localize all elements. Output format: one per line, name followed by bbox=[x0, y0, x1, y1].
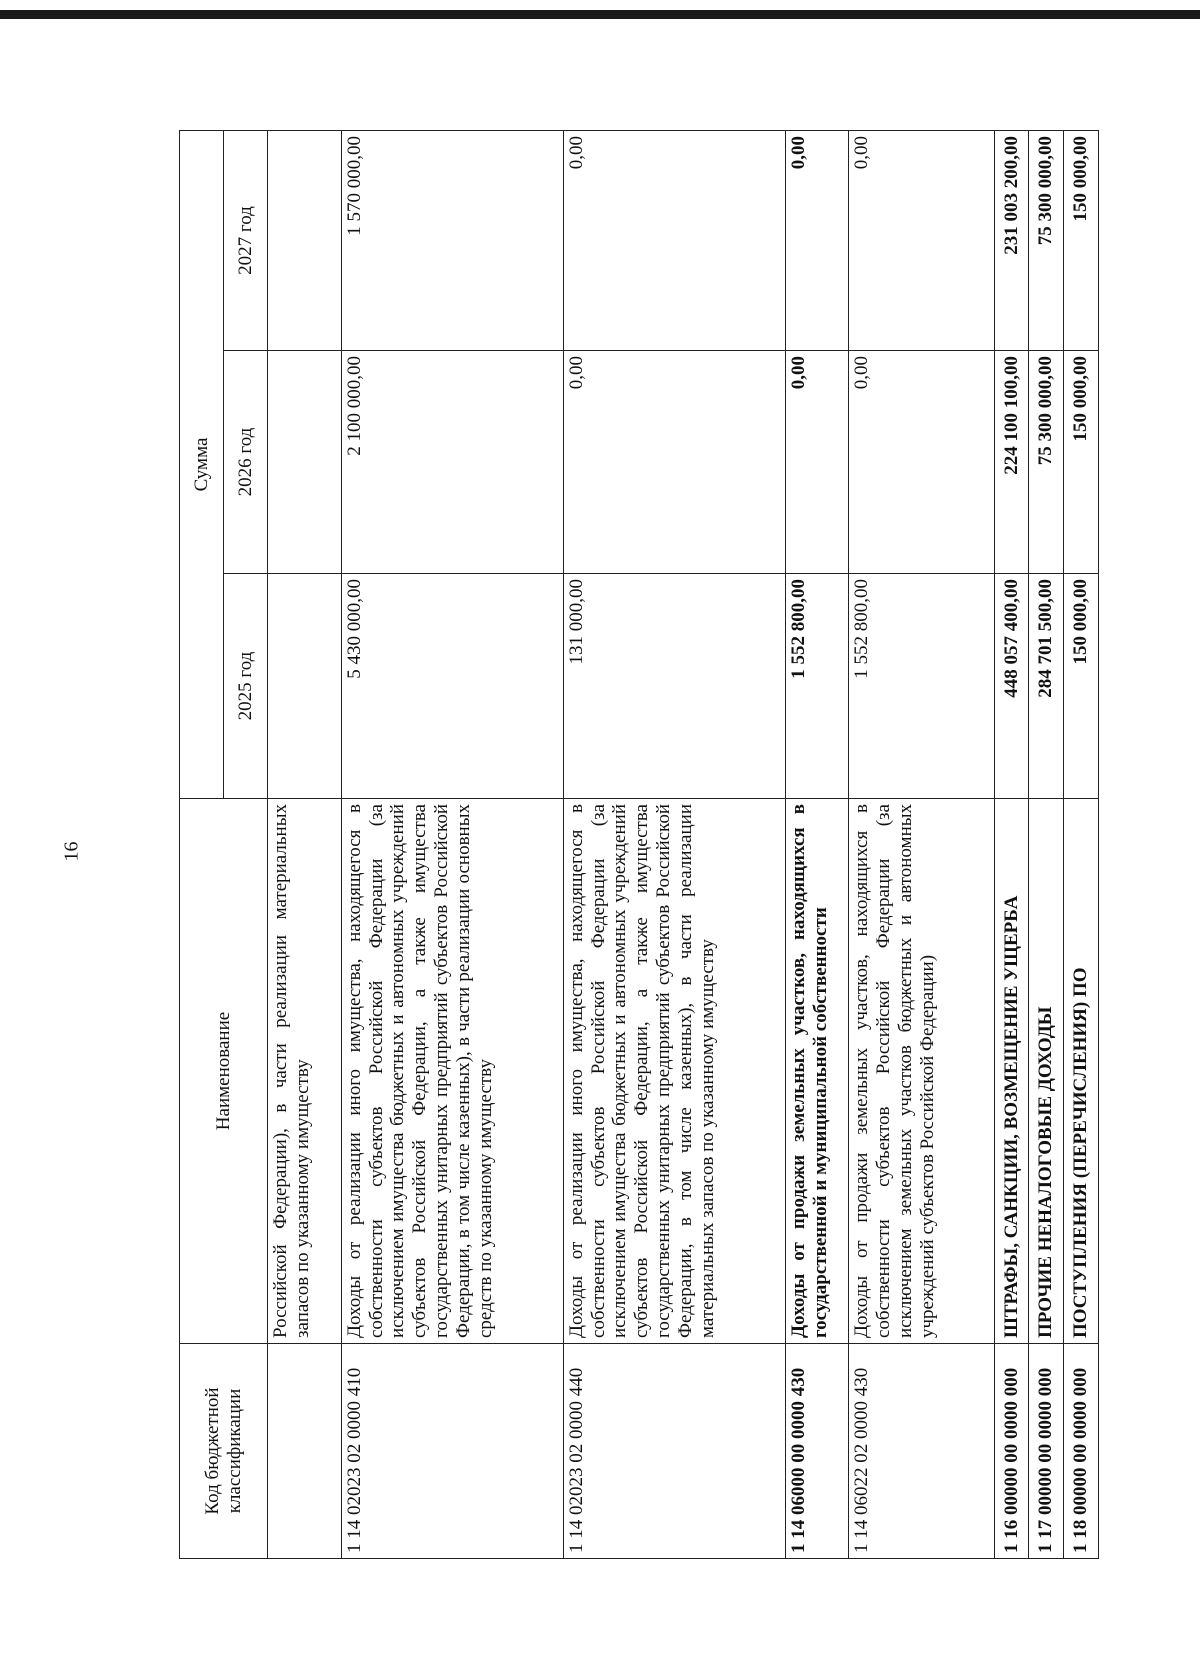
header-year-2025: 2025 год bbox=[224, 574, 268, 799]
row-value-2027: 0,00 bbox=[785, 130, 848, 350]
row-name: Доходы от реализации иного имущества, находящегося в собственности субъектов Российской Федерации (за исключением имущества бюджетных и автономных учреждений субъектов Российской Федерации, а также имущества государственных унитарных предприятий субъектов Российской Федерации, в том числе казенных), в части реализации материальных запасов по указанному имуществу bbox=[563, 799, 785, 1344]
row-value-2027: 75 300 000,00 bbox=[1029, 130, 1064, 350]
row-value-2027: 231 003 200,00 bbox=[994, 130, 1029, 350]
row-code: 1 14 06022 02 0000 430 bbox=[849, 1344, 994, 1559]
row-value-2026: 75 300 000,00 bbox=[1029, 351, 1064, 574]
row-value-2027: 150 000,00 bbox=[1064, 130, 1099, 350]
row-value-2025: 131 000,00 bbox=[563, 574, 785, 799]
row-value-2026: 150 000,00 bbox=[1064, 351, 1099, 574]
row-name: ШТРАФЫ, САНКЦИИ, ВОЗМЕЩЕНИЕ УЩЕРБА bbox=[994, 799, 1029, 1344]
table-row bbox=[341, 130, 563, 1558]
row-code: 1 14 02023 02 0000 410 bbox=[341, 1344, 563, 1559]
row-name: ПОСТУПЛЕНИЯ (ПЕРЕЧИСЛЕНИЯ) ПО bbox=[1064, 799, 1099, 1344]
row-value-2025: 284 701 500,00 bbox=[1029, 574, 1064, 799]
row-code bbox=[268, 1344, 342, 1559]
table-row bbox=[268, 130, 342, 1558]
row-value-2025: 448 057 400,00 bbox=[994, 574, 1029, 799]
header-year-2027: 2027 год bbox=[224, 130, 268, 350]
budget-table bbox=[179, 130, 1099, 1559]
row-value-2025: 150 000,00 bbox=[1064, 574, 1099, 799]
row-value-2025: 5 430 000,00 bbox=[341, 574, 563, 799]
header-name: Наименование bbox=[180, 799, 268, 1344]
row-name: Российской Федерации), в части реализации материальных запасов по указанному имуществу bbox=[268, 799, 342, 1344]
page-number: 16 bbox=[60, 841, 83, 862]
table-row bbox=[785, 130, 848, 1558]
row-value-2026: 0,00 bbox=[785, 351, 848, 574]
header-year-2026: 2026 год bbox=[224, 351, 268, 574]
rotated-table-inner bbox=[179, 131, 1099, 1559]
row-name: Доходы от реализации иного имущества, находящегося в собственности субъектов Российской Федерации (за исключением имущества бюджетных и автономных учреждений субъектов Российской Федерации, а также имущества государственных унитарных предприятий субъектов Российской Федерации, в том числе казенных), в части реализации основных средств по указанному имуществу bbox=[341, 799, 563, 1344]
row-name: Доходы от продажи земельных участков, находящихся в собственности субъектов Российской Федерации (за исключением земельных участков бюджетных и автономных учреждений субъектов Российской Федерации) bbox=[849, 799, 994, 1344]
row-value-2026 bbox=[268, 351, 342, 574]
table-row bbox=[994, 130, 1029, 1558]
row-code: 1 16 00000 00 0000 000 bbox=[994, 1344, 1029, 1559]
table-row bbox=[849, 130, 994, 1558]
row-code: 1 18 00000 00 0000 000 bbox=[1064, 1344, 1099, 1559]
row-code: 1 14 02023 02 0000 440 bbox=[563, 1344, 785, 1559]
table-row bbox=[1064, 130, 1099, 1558]
row-code: 1 14 06000 00 0000 430 bbox=[785, 1344, 848, 1559]
row-value-2026: 224 100 100,00 bbox=[994, 351, 1029, 574]
row-name: Доходы от продажи земельных участков, находящихся в государственной и муниципальной собственности bbox=[785, 799, 848, 1344]
header-sum: Сумма bbox=[180, 130, 224, 798]
row-name: ПРОЧИЕ НЕНАЛОГОВЫЕ ДОХОДЫ bbox=[1029, 799, 1064, 1344]
rotated-table-container bbox=[179, 131, 1200, 1553]
scan-edge-bar bbox=[0, 10, 1200, 19]
row-value-2026: 0,00 bbox=[849, 351, 994, 574]
row-value-2027: 1 570 000,00 bbox=[341, 130, 563, 350]
row-value-2026: 2 100 000,00 bbox=[341, 351, 563, 574]
row-value-2025 bbox=[268, 574, 342, 799]
row-value-2025: 1 552 800,00 bbox=[849, 574, 994, 799]
table-row bbox=[1029, 130, 1064, 1558]
row-value-2027: 0,00 bbox=[563, 130, 785, 350]
row-value-2026: 0,00 bbox=[563, 351, 785, 574]
row-code: 1 17 00000 00 0000 000 bbox=[1029, 1344, 1064, 1559]
row-value-2027: 0,00 bbox=[849, 130, 994, 350]
row-value-2025: 1 552 800,00 bbox=[785, 574, 848, 799]
table-row bbox=[563, 130, 785, 1558]
header-code: Код бюджетной классификации bbox=[180, 1344, 268, 1559]
header-row-1 bbox=[180, 130, 224, 1558]
row-value-2027 bbox=[268, 130, 342, 350]
